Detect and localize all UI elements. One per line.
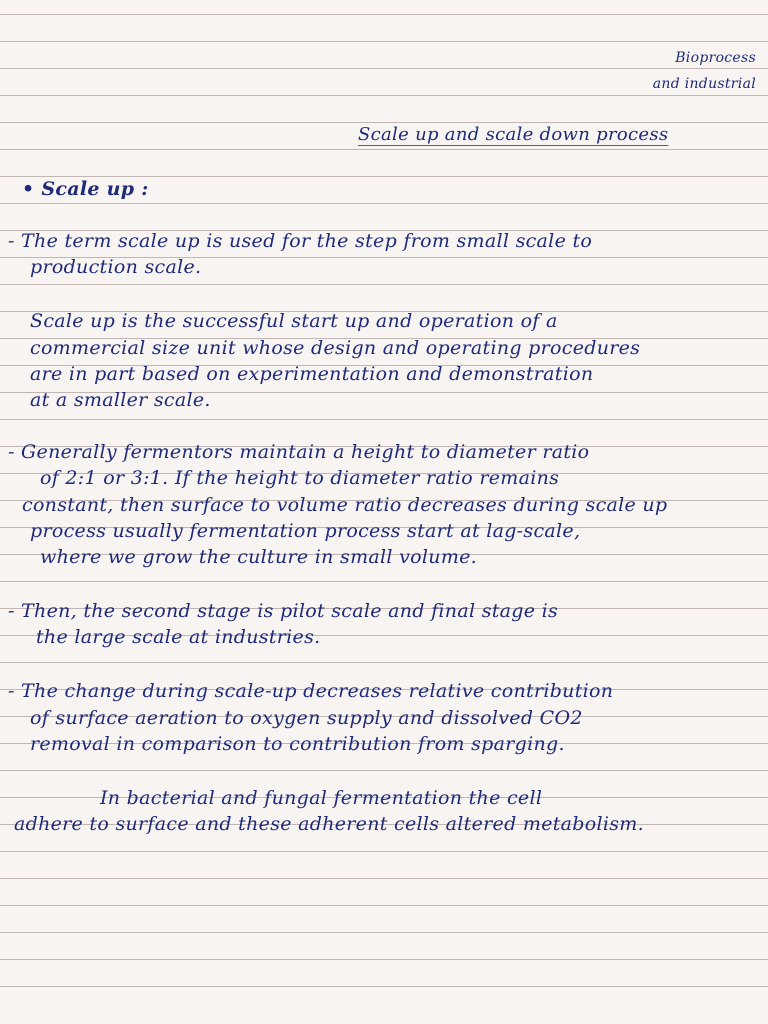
paragraph-4-line-1: - Then, the second stage is pilot scale and final stage is [8,600,559,622]
paragraph-5-line-3: removal in comparison to contribution from sparging. [30,733,565,755]
paragraph-6-line-2: adhere to surface and these adherent cells altered metabolism. [14,813,644,835]
section-heading: • Scale up : [22,178,149,200]
paragraph-2-line-2: commercial size unit whose design and operating procedures [30,337,641,359]
paragraph-3-line-4: process usually fermentation process start at lag-scale, [30,520,581,542]
paragraph-3-line-2: of 2:1 or 3:1. If the height to diameter ratio remains [40,467,560,489]
corner-note-line2: and industrial [652,76,756,92]
page-title: Scale up and scale down process [358,124,669,145]
corner-note-line1: Bioprocess [675,50,756,66]
paragraph-1-line-1: - The term scale up is used for the step from small scale to [8,230,593,252]
paragraph-4-line-2: the large scale at industries. [36,626,321,648]
paragraph-2-line-1: Scale up is the successful start up and operation of a [30,310,558,332]
paragraph-5-line-2: of surface aeration to oxygen supply and dissolved CO2 [30,707,583,729]
paragraph-3-line-1: - Generally fermentors maintain a height to diameter ratio [8,441,590,463]
paragraph-3-line-5: where we grow the culture in small volume. [40,546,478,568]
paragraph-6-line-1: In bacterial and fungal fermentation the cell [100,787,543,809]
paragraph-2-line-4: at a smaller scale. [30,389,211,411]
paragraph-3-line-3: constant, then surface to volume ratio decreases during scale up [22,494,668,516]
paragraph-1-line-2: production scale. [30,256,202,278]
paragraph-5-line-1: - The change during scale-up decreases relative contribution [8,680,614,702]
paragraph-2-line-3: are in part based on experimentation and demonstration [30,363,594,385]
